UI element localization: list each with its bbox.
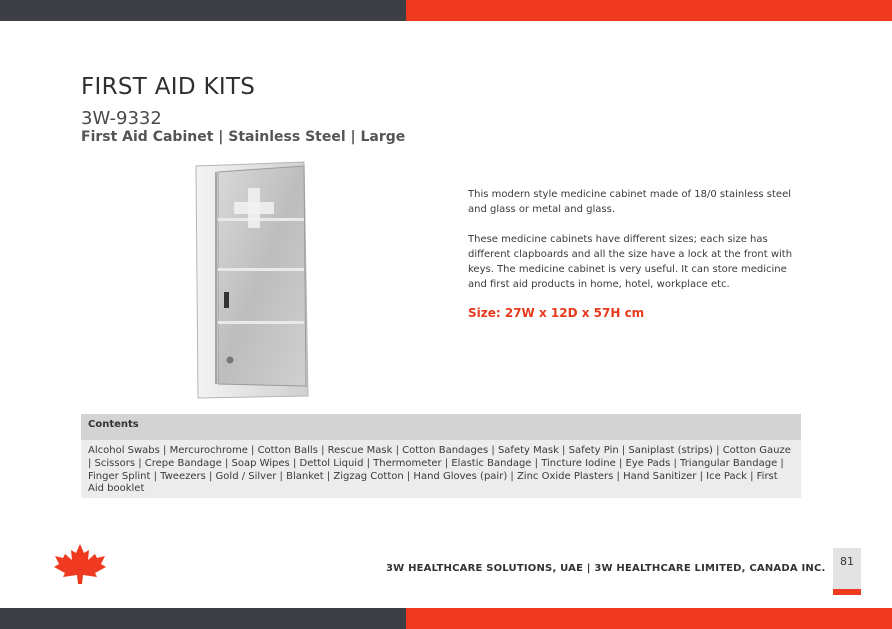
page-number-accent: [833, 589, 861, 595]
page-number-box: [833, 548, 861, 589]
contents-heading: Contents: [88, 419, 139, 430]
footer-company: 3W HEALTHCARE SOLUTIONS, UAE | 3W HEALTHCARE LIMITED, CANADA INC.: [386, 563, 826, 574]
bottom-color-bar: [0, 608, 892, 629]
bottom-bar-dark-segment: [0, 608, 406, 629]
description-paragraph-2: These medicine cabinets have different sizes; each size has different clapboards and all the size have a lock at the front with keys. The medicine cabinet is very useful. It can store medicine and first aid products in home, hotel, workplace etc.: [468, 234, 793, 290]
medicine-cabinet-icon: [188, 158, 314, 400]
contents-body: [81, 440, 801, 498]
top-color-bar: [0, 0, 892, 21]
product-subtitle: First Aid Cabinet | Stainless Steel | Large: [81, 129, 406, 145]
top-bar-dark-segment: [0, 0, 406, 21]
maple-leaf-icon: [53, 544, 107, 584]
page-number: 81: [840, 555, 854, 568]
contents-list: Alcohol Swabs | Mercurochrome | Cotton Balls | Rescue Mask | Cotton Bandages | Safety Mask | Safety Pin | Saniplast (strips) | Cotton Gauze | Scissors | Crepe Bandage | Soap Wipes | Dettol Liquid | Thermometer | Elastic Bandage | Tincture Iodine | Eye Pads | Triangular Bandage | Finger Splint | Tweezers | Gold / Silver | Blanket | Zigzag Cotton | Hand Gloves (pair) | Zinc Oxide Plasters | Hand Sanitizer | Ice Pack | First Aid booklet: [88, 445, 791, 495]
contents-header: [81, 414, 801, 440]
product-model: 3W-9332: [81, 108, 162, 129]
product-size: Size: 27W x 12D x 57H cm: [468, 306, 645, 320]
page-title: FIRST AID KITS: [81, 74, 256, 100]
description-paragraph-1: This modern style medicine cabinet made of 18/0 stainless steel and glass or metal and glass.: [468, 189, 792, 215]
top-bar-red-segment: [406, 0, 892, 21]
bottom-bar-red-segment: [406, 608, 892, 629]
product-description: [468, 187, 808, 307]
